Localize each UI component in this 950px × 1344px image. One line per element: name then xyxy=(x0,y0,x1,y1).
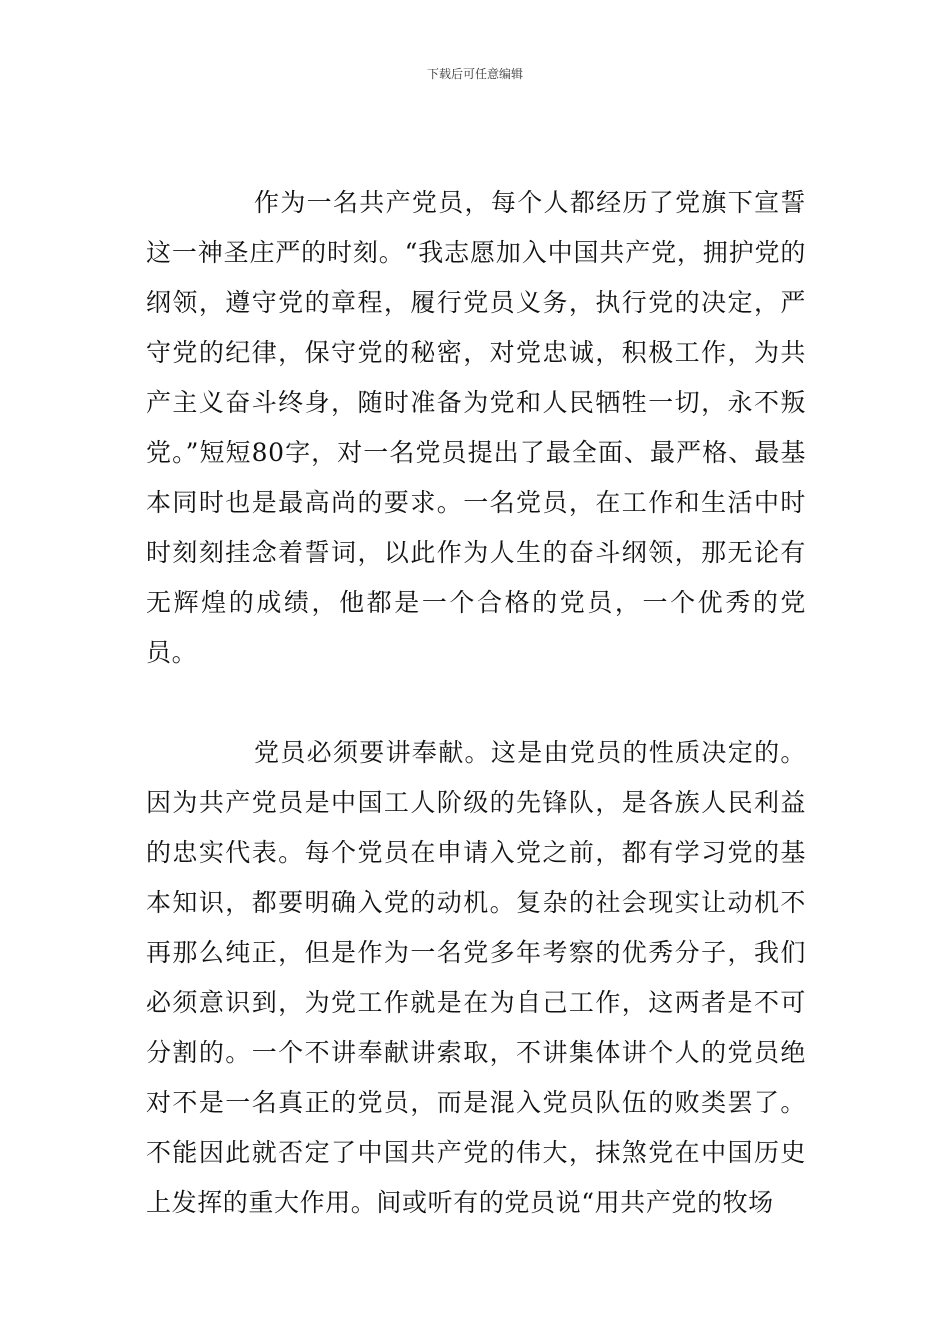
page-header: 下载后可任意编辑 xyxy=(426,67,523,81)
paragraph-oath: 作为一名共产党员，每个人都经历了党旗下宣誓这一神圣庄严的时刻。“我志愿加入中国共产党，拥护党的纲领，遵守党的章程，履行党员义务，执行党的决定，严守党的纪律，保守党的秘密，对党忠诚，积极工作，为共产主义奋斗终身，随时准备为党和人民牺牲一切，永不叛党。”短短80字，对一名党员提出了最全面、最严格、最基本同时也是最高尚的要求。一名党员，在工作和生活中时时刻刻挂念着誓词，以此作为人生的奋斗纲领，那无论有无辉煌的成绩，他都是一个合格的党员，一个优秀的党员。 xyxy=(146,188,806,667)
paragraph-dedication: 党员必须要讲奉献。这是由党员的性质决定的。因为共产党员是中国工人阶级的先锋队，是各族人民利益的忠实代表。每个党员在申请入党之前，都有学习党的基本知识，都要明确入党的动机。复杂的社会现实让动机不再那么纯正，但是作为一名党多年考察的优秀分子，我们必须意识到，为党工作就是在为自己工作，这两者是不可分割的。一个不讲奉献讲索取，不讲集体讲个人的党员绝对不是一名真正的党员，而是混入党员队伍的败类罢了。不能因此就否定了中国共产党的伟大，抹煞党在中国历史上发挥的重大作用。间或听有的党员说“用共产党的牧场 xyxy=(146,738,806,1217)
document-body xyxy=(146,178,806,1228)
